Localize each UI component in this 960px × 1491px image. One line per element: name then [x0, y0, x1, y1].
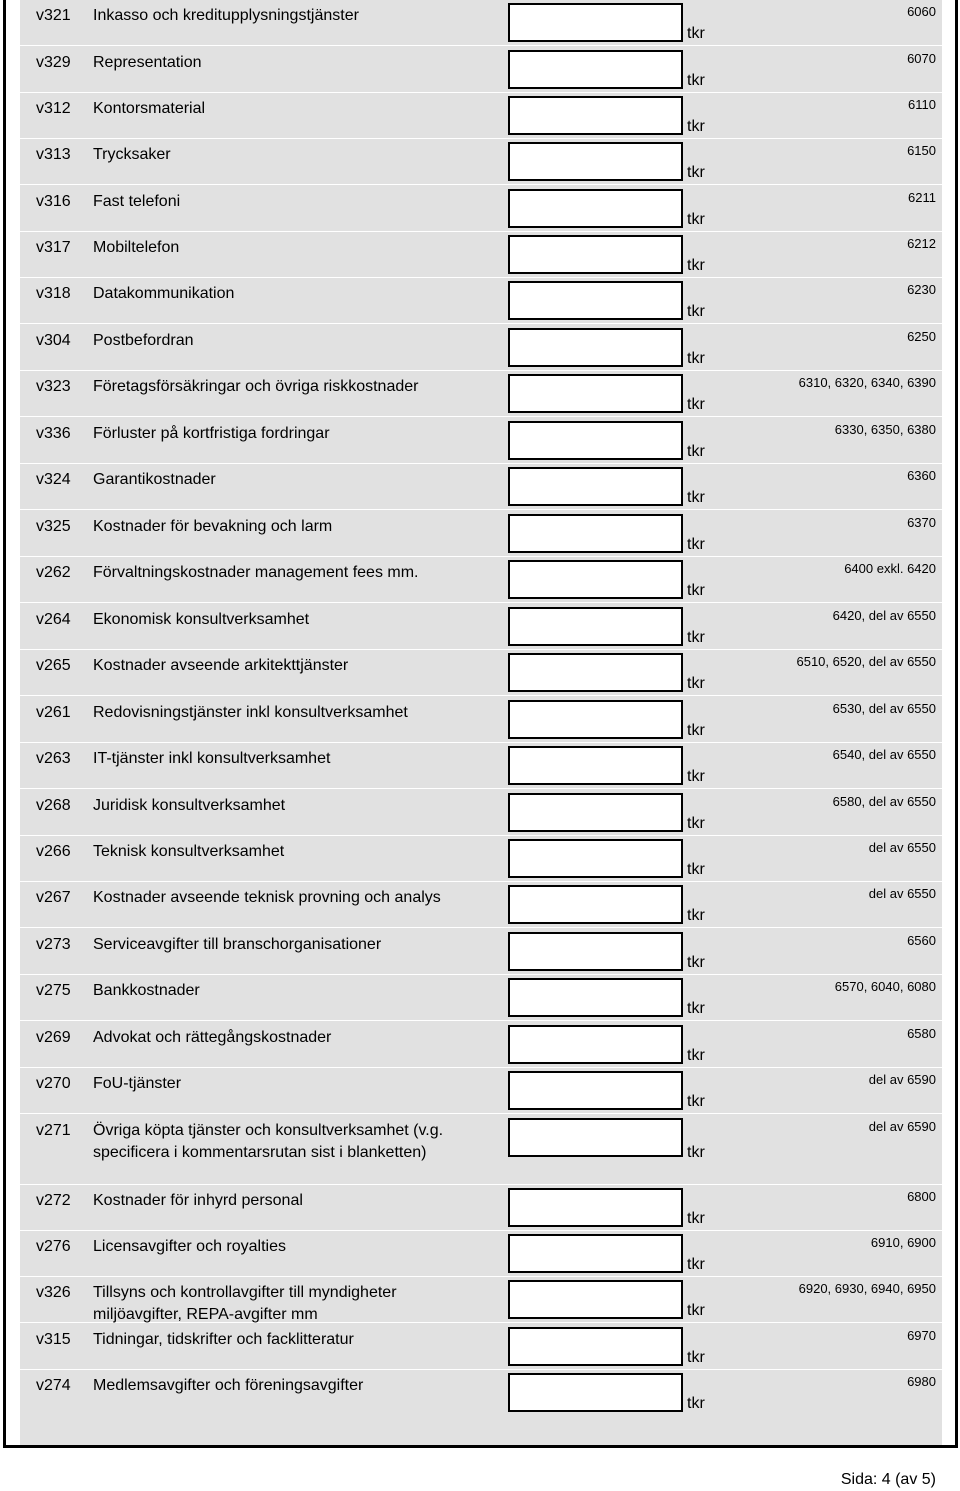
amount-input[interactable]: [508, 467, 683, 506]
row-label: Kostnader avseende teknisk provning och analys: [93, 889, 441, 906]
table-row: [20, 93, 942, 139]
table-row: [20, 790, 942, 836]
row-code: v271: [36, 1122, 71, 1139]
unit-label: tkr: [687, 954, 705, 971]
unit-label: tkr: [687, 1256, 705, 1273]
unit-label: tkr: [687, 303, 705, 320]
row-label: FoU-tjänster: [93, 1075, 182, 1092]
table-row: [20, 836, 942, 882]
table-row: [20, 1022, 942, 1068]
row-label: Licensavgifter och royalties: [93, 1238, 286, 1255]
table-row: [20, 1068, 942, 1114]
amount-input[interactable]: [508, 1118, 683, 1157]
table-row: [20, 464, 942, 510]
table-row: [20, 929, 942, 975]
table-row: [20, 1231, 942, 1277]
unit-label: tkr: [687, 768, 705, 785]
unit-label: tkr: [687, 118, 705, 135]
unit-label: tkr: [687, 396, 705, 413]
table-row: [20, 1115, 942, 1185]
amount-input[interactable]: [508, 514, 683, 553]
unit-label: tkr: [687, 1395, 705, 1412]
amount-input[interactable]: [508, 374, 683, 413]
account-numbers: 6980: [907, 1374, 936, 1389]
amount-input[interactable]: [508, 700, 683, 739]
table-row: [20, 325, 942, 371]
amount-input[interactable]: [508, 50, 683, 89]
unit-label: tkr: [687, 629, 705, 646]
table-row: [20, 418, 942, 464]
row-code: v316: [36, 193, 71, 210]
account-numbers: 6420, del av 6550: [832, 608, 936, 623]
table-row: [20, 743, 942, 789]
row-code: v336: [36, 425, 71, 442]
account-numbers: del av 6550: [868, 840, 936, 855]
amount-input[interactable]: [508, 607, 683, 646]
row-code: v267: [36, 889, 71, 906]
amount-input[interactable]: [508, 1025, 683, 1064]
amount-input[interactable]: [508, 560, 683, 599]
table-row: [20, 1185, 942, 1231]
row-code: v317: [36, 239, 71, 256]
account-numbers: 6370: [907, 515, 936, 530]
amount-input[interactable]: [508, 421, 683, 460]
account-numbers: 6070: [907, 51, 936, 66]
row-code: v276: [36, 1238, 71, 1255]
table-row: [20, 139, 942, 185]
account-numbers: 6920, 6930, 6940, 6950: [798, 1281, 936, 1296]
row-label: Övriga köpta tjänster och konsultverksamhet (v.g. specificera i kommentarsrutan sist i blanketten): [93, 1122, 444, 1161]
unit-label: tkr: [687, 211, 705, 228]
table-row: [20, 697, 942, 743]
row-code: v266: [36, 843, 71, 860]
account-numbers: 6250: [907, 329, 936, 344]
row-code: v315: [36, 1331, 71, 1348]
row-code: v264: [36, 611, 71, 628]
row-code: v269: [36, 1029, 71, 1046]
account-numbers: 6211: [908, 190, 936, 205]
row-label: Teknisk konsultverksamhet: [93, 843, 285, 860]
table-row: [20, 511, 942, 557]
row-code: v318: [36, 285, 71, 302]
row-code: v323: [36, 378, 71, 395]
unit-label: tkr: [687, 164, 705, 181]
row-code: v273: [36, 936, 71, 953]
unit-label: tkr: [687, 1093, 705, 1110]
row-code: v274: [36, 1377, 71, 1394]
amount-input[interactable]: [508, 1071, 683, 1110]
amount-input[interactable]: [508, 3, 683, 42]
row-label: Medlemsavgifter och föreningsavgifter: [93, 1377, 364, 1394]
account-numbers: 6212: [907, 236, 936, 251]
row-label: Företagsförsäkringar och övriga riskkostnader: [93, 378, 419, 395]
amount-input[interactable]: [508, 328, 683, 367]
page-number: Sida: 4 (av 5): [840, 1471, 936, 1488]
row-label: Kostnader för inhyrd personal: [93, 1192, 303, 1209]
row-label: Kontorsmaterial: [93, 100, 206, 117]
row-code: v265: [36, 657, 71, 674]
row-label: Tidningar, tidskrifter och facklitteratur: [93, 1331, 354, 1348]
row-label: Ekonomisk konsultverksamhet: [93, 611, 310, 628]
row-code: v321: [36, 7, 71, 24]
account-numbers: 6530, del av 6550: [832, 701, 936, 716]
row-label: Mobiltelefon: [93, 239, 180, 256]
account-numbers: 6360: [907, 468, 936, 483]
row-label: Garantikostnader: [93, 471, 216, 488]
unit-label: tkr: [687, 257, 705, 274]
row-label: Juridisk konsultverksamhet: [93, 797, 286, 814]
unit-label: tkr: [687, 72, 705, 89]
amount-input[interactable]: [508, 96, 683, 135]
table-row: [20, 1277, 942, 1323]
row-label: Trycksaker: [93, 146, 171, 163]
account-numbers: 6970: [907, 1328, 936, 1343]
table-row: [20, 278, 942, 324]
row-label: Kostnader avseende arkitekttjänster: [93, 657, 349, 674]
unit-label: tkr: [687, 489, 705, 506]
unit-label: tkr: [687, 1210, 705, 1227]
row-label: Advokat och rättegångskostnader: [93, 1029, 332, 1046]
row-code: v270: [36, 1075, 71, 1092]
amount-input[interactable]: [508, 142, 683, 181]
row-code: v329: [36, 54, 71, 71]
account-numbers: 6150: [907, 143, 936, 158]
amount-input[interactable]: [508, 1327, 683, 1366]
table-row: [20, 47, 942, 93]
account-numbers: 6540, del av 6550: [832, 747, 936, 762]
row-code: v312: [36, 100, 71, 117]
amount-input[interactable]: [508, 1373, 683, 1412]
row-label: Förvaltningskostnader management fees mm.: [93, 564, 419, 581]
row-label: Postbefordran: [93, 332, 194, 349]
amount-input[interactable]: [508, 885, 683, 924]
table-row: [20, 371, 942, 417]
amount-input[interactable]: [508, 746, 683, 785]
row-label: Bankkostnader: [93, 982, 200, 999]
unit-label: tkr: [687, 675, 705, 692]
amount-input[interactable]: [508, 839, 683, 878]
account-numbers: 6580: [907, 1026, 936, 1041]
row-label: Representation: [93, 54, 202, 71]
unit-label: tkr: [687, 1302, 705, 1319]
account-numbers: 6800: [907, 1189, 936, 1204]
table-row: [20, 1370, 942, 1416]
row-code: v263: [36, 750, 71, 767]
table-row: [20, 557, 942, 603]
account-numbers: del av 6550: [868, 886, 936, 901]
row-code: v261: [36, 704, 71, 721]
row-label: Fast telefoni: [93, 193, 181, 210]
table-row: [20, 604, 942, 650]
account-numbers: 6400 exkl. 6420: [844, 561, 936, 576]
row-code: v324: [36, 471, 71, 488]
table-row: [20, 650, 942, 696]
row-label: IT-tjänster inkl konsultverksamhet: [93, 750, 331, 767]
row-label: Redovisningstjänster inkl konsultverksamhet: [93, 704, 408, 721]
account-numbers: 6330, 6350, 6380: [834, 422, 936, 437]
table-row: [20, 882, 942, 928]
table-row: [20, 0, 942, 46]
unit-label: tkr: [687, 861, 705, 878]
amount-input[interactable]: [508, 1188, 683, 1227]
table-row: [20, 232, 942, 278]
row-code: v268: [36, 797, 71, 814]
unit-label: tkr: [687, 722, 705, 739]
row-code: v275: [36, 982, 71, 999]
row-label: Förluster på kortfristiga fordringar: [93, 425, 330, 442]
account-numbers: del av 6590: [868, 1119, 936, 1134]
unit-label: tkr: [687, 1349, 705, 1366]
unit-label: tkr: [687, 815, 705, 832]
amount-input[interactable]: [508, 1280, 683, 1319]
account-numbers: 6230: [907, 282, 936, 297]
account-numbers: 6910, 6900: [870, 1235, 936, 1250]
amount-input[interactable]: [508, 978, 683, 1017]
unit-label: tkr: [687, 25, 705, 42]
account-numbers: del av 6590: [868, 1072, 936, 1087]
amount-input[interactable]: [508, 932, 683, 971]
row-code: v313: [36, 146, 71, 163]
row-label: Tillsyns och kontrollavgifter till myndigheter miljöavgifter, REPA-avgifter mm: [93, 1284, 397, 1323]
amount-input[interactable]: [508, 653, 683, 692]
unit-label: tkr: [687, 582, 705, 599]
account-numbers: 6060: [907, 4, 936, 19]
unit-label: tkr: [687, 907, 705, 924]
amount-input[interactable]: [508, 793, 683, 832]
unit-label: tkr: [687, 350, 705, 367]
row-label: Inkasso och kreditupplysningstjänster: [93, 7, 359, 24]
unit-label: tkr: [687, 1000, 705, 1017]
account-numbers: 6110: [908, 97, 936, 112]
row-code: v326: [36, 1284, 71, 1301]
amount-input[interactable]: [508, 281, 683, 320]
unit-label: tkr: [687, 1144, 705, 1161]
amount-input[interactable]: [508, 235, 683, 274]
row-label: Datakommunikation: [93, 285, 235, 302]
unit-label: tkr: [687, 443, 705, 460]
account-numbers: 6570, 6040, 6080: [834, 979, 936, 994]
row-code: v304: [36, 332, 71, 349]
account-numbers: 6580, del av 6550: [832, 794, 936, 809]
unit-label: tkr: [687, 1047, 705, 1064]
row-label: Kostnader för bevakning och larm: [93, 518, 333, 535]
row-label: Serviceavgifter till branschorganisationer: [93, 936, 382, 953]
table-row: [20, 975, 942, 1021]
unit-label: tkr: [687, 536, 705, 553]
table-row: [20, 1324, 942, 1370]
account-numbers: 6510, 6520, del av 6550: [796, 654, 936, 669]
amount-input[interactable]: [508, 189, 683, 228]
account-numbers: 6310, 6320, 6340, 6390: [798, 375, 936, 390]
row-code: v272: [36, 1192, 71, 1209]
table-row: [20, 186, 942, 232]
row-code: v325: [36, 518, 71, 535]
account-numbers: 6560: [907, 933, 936, 948]
row-code: v262: [36, 564, 71, 581]
amount-input[interactable]: [508, 1234, 683, 1273]
